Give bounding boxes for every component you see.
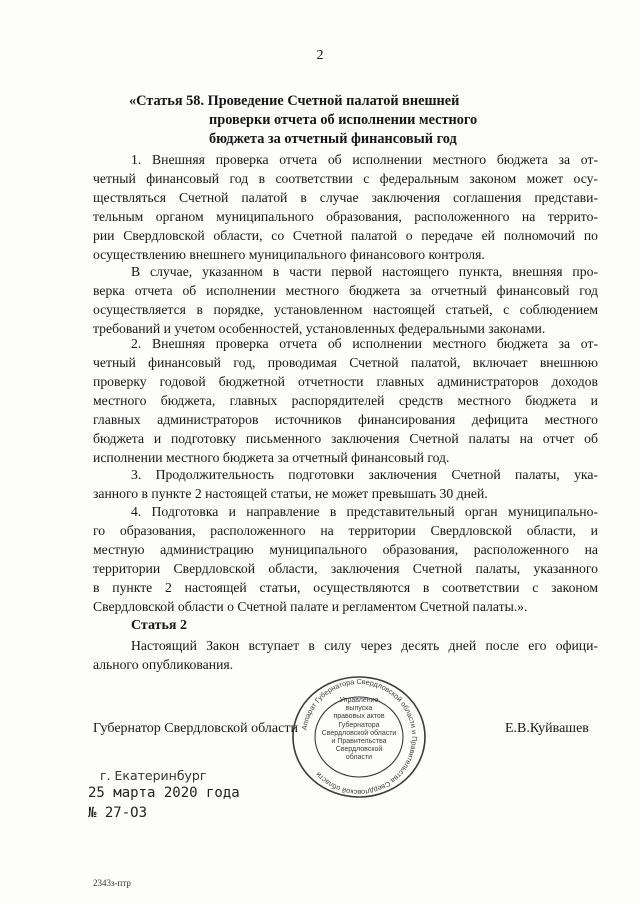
text-line: в пункте 2 настоящей статьи, осуществляются в соответствии с законом: [93, 580, 598, 595]
signatory-position: Губернатор Свердловской области: [93, 721, 298, 736]
paragraph-1-continuation: [93, 262, 598, 338]
text-line: осуществлению внешнего муниципального финансового контроля.: [93, 247, 485, 262]
text-line: главных администраторов источников финансирования дефицита местного: [93, 412, 598, 427]
text-line: 4. Подготовка и направление в представительный орган муниципально-: [131, 504, 598, 519]
article-title-line: проверки отчета об исполнении местного: [209, 112, 478, 128]
paragraph-1: [93, 150, 598, 264]
text-line: верка отчета об исполнении местного бюджета за отчетный финансовый год: [93, 283, 598, 298]
official-stamp: [289, 675, 429, 800]
text-line: ществляться Счетной палатой в случае заключения соглашения представи-: [93, 190, 598, 205]
law-number: № 27-ОЗ: [88, 805, 148, 821]
article-title-line: бюджета за отчетный финансовый год: [209, 131, 457, 147]
text-line: тельным органом муниципального образования, расположенного на террито-: [93, 209, 598, 224]
text-line: 1. Внешняя проверка отчета об исполнении местного бюджета за от-: [131, 152, 598, 167]
stamp-line: выпуска: [345, 705, 373, 713]
text-line: рии Свердловской области, со Счетной палатой о передаче ей полномочий по: [93, 228, 598, 243]
page-number: 2: [316, 48, 324, 63]
article-58-title: [129, 92, 477, 149]
stamp-line: области: [345, 754, 373, 762]
stamp-ring-text: Аппарат Губернатора Свердловской области и Правительства Свердловской области: [299, 676, 420, 798]
footer-code: 2343з-птр: [93, 878, 131, 888]
paragraph-2: [93, 334, 598, 467]
stamp-line: правовых актов: [333, 713, 385, 721]
text-line: требований и учетом особенностей, установленных федеральными законами.: [93, 321, 546, 336]
stamp-line: Губернатора: [338, 721, 380, 729]
text-line: территории Свердловской области, заключения Счетной палаты, указанного: [93, 561, 598, 576]
text-line: го образования, расположенного на территории Свердловской области, и: [93, 523, 598, 538]
text-line: 2. Внешняя проверка отчета об исполнении местного бюджета за от-: [131, 336, 598, 351]
stamp-line: Свердловской: [335, 746, 383, 754]
signatory-name: Е.В.Куйвашев: [505, 721, 589, 736]
stamp-inner-text: [319, 697, 399, 763]
stamp-line: Свердловской области: [321, 729, 397, 737]
text-line: местного бюджета, главных распорядителей средств местного бюджета и: [93, 393, 598, 408]
text-line: четный финансовый год, проводимая Счетной палатой, включает внешнюю: [93, 355, 598, 370]
text-line: Свердловской области о Счетной палате и регламентом Счетной палаты.».: [93, 599, 528, 614]
text-line: проверку годовой бюджетной отчетности главных администраторов доходов: [93, 374, 598, 389]
text-line: В случае, указанном в части первой настоящего пункта, внешняя про-: [131, 264, 598, 279]
text-line: осуществляется в порядке, установленном настоящей статьей, с соблюдением: [93, 302, 598, 317]
text-line: 3. Продолжительность подготовки заключения Счетной палаты, ука-: [131, 467, 598, 482]
paragraph-3: [93, 465, 598, 503]
article-2-text: [93, 636, 598, 674]
text-line: местную администрацию муниципального образования, расположенного на: [93, 542, 598, 557]
text-line: исполнении местного бюджета за отчетный финансовый год.: [93, 450, 450, 465]
stamp-line: Управление: [339, 697, 379, 704]
text-line: четный финансовый год в соответствии с федеральным законом может осу-: [93, 171, 598, 186]
stamp-line: и Правительства: [331, 738, 387, 746]
text-line: занного в пункте 2 настоящей статьи, не может превышать 30 дней.: [93, 486, 488, 501]
text-line: ального опубликования.: [93, 657, 234, 672]
text-line: Настоящий Закон вступает в силу через десять дней после его офици-: [131, 638, 598, 653]
paragraph-4: [93, 502, 598, 616]
article-title-line: «Статья 58. Проведение Счетной палатой внешней: [129, 93, 460, 109]
article-2-heading: Статья 2: [131, 618, 187, 633]
place-of-signing: г. Екатеринбург: [100, 768, 207, 783]
signing-date: 25 марта 2020 года: [88, 785, 240, 801]
text-line: бюджета и подготовку письменного заключения Счетной палаты на отчет об: [93, 431, 598, 446]
